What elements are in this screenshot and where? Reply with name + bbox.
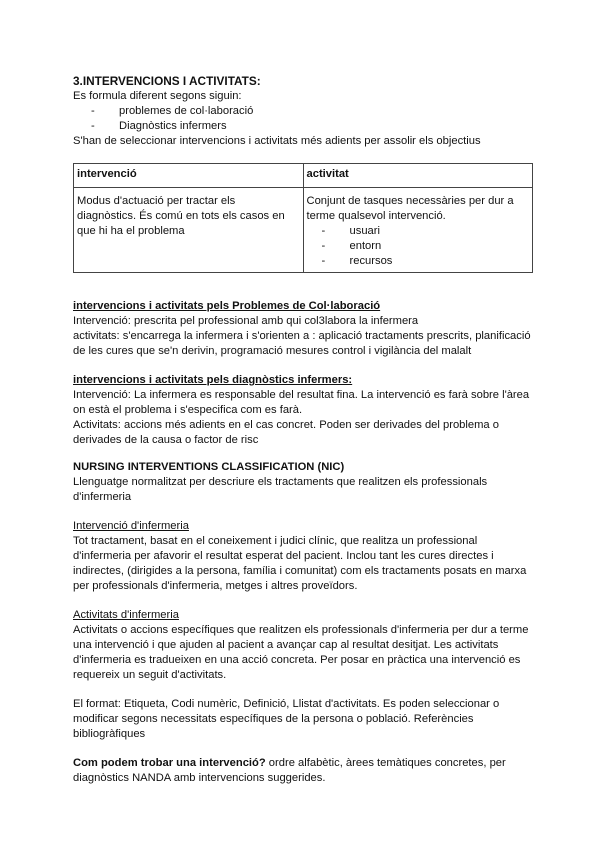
list-item: - problemes de col·laboració [91,105,254,117]
col-header-intervencio: intervenció [74,164,304,188]
document-page [73,74,533,786]
col-header-activitat: activitat [303,164,533,188]
final-question: Com podem trobar una intervenció? [73,757,266,769]
section-nic: NURSING INTERVENTIONS CLASSIFICATION (NIC) Llenguatge normalitzat per descriure els tractaments que realitzen els professionals d'infermeria [73,460,533,505]
section-problemes-collaboracio: intervencions i activitats pels Problemes de Col·laboració Intervenció: prescrita pel professional amb qui col3labora la infermera activitats: s'encarrega la infermera i s'orienten a : aplicació tractaments prescrits, planificació de les cures que se'n derivin, programació mesures control i vigilància del malalt [73,299,533,359]
section-diagnostics-infermers: intervencions i activitats pels diagnòstics infermers: Intervenció: La infermera es responsable del resultat fina. La intervenció es farà sobre l'àrea on està el problema i s'especifica com es farà. Activitats: accions més adients en el cas concret. Poden ser derivades del problema o derivades de la causa o factor de risc [73,373,533,448]
section-intervencio-infermeria: Intervenció d'infermeria Tot tractament, basat en el coneixement i judici clínic, que realitza un professional d'infermeria per afavorir el resultat esperat del pacient. Inclou tant les cures directes i indirectes, (dirigides a la persona, família i comunitat) com els tractaments posats en marxa per professionals d'infermeria, metges i altres proveïdors. [73,519,533,594]
format-paragraph: El format: Etiqueta, Codi numèric, Definició, Llistat d'activitats. Es poden seleccionar o modificar segons necessitats específiques de la persona o població. Referències bibliogràfiques [73,698,500,740]
comparison-table [73,163,533,273]
section-title: Intervenció d'infermeria [73,520,189,532]
list-item: - Diagnòstics infermers [91,120,227,132]
table-header-row [74,164,533,188]
section-title: intervencions i activitats pels diagnòstics infermers: [73,374,353,386]
cell-activitat-definition: Conjunt de tasques necessàries per dur a terme qualsevol intervenció. - usuari - entorn - recursos [303,188,533,273]
activitat-list [307,224,530,269]
table-row [74,188,533,273]
list-item: - recursos [321,255,393,267]
intro-text: Es formula diferent segons siguin: [73,90,242,102]
section-title: NURSING INTERVENTIONS CLASSIFICATION (NIC) [73,461,345,473]
final-paragraph: Com podem trobar una intervenció? ordre alfabètic, àrees temàtiques concretes, per diagnòstics NANDA amb intervencions suggerides. [73,757,506,784]
list-item: - entorn [321,240,382,252]
cell-intervencio-definition: Modus d'actuació per tractar els diagnòstics. És comú en tots els casos en que hi ha el problema [74,188,304,273]
intro-after-text: S'han de seleccionar intervencions i activitats més adients per assolir els objectius [73,135,481,147]
section-title: intervencions i activitats pels Problemes de Col·laboració [73,300,381,312]
page-heading: 3.INTERVENCIONS I ACTIVITATS: [73,74,261,88]
section-activitats-infermeria: Activitats d'infermeria Activitats o accions específiques que realitzen els professionals d'infermeria per dur a terme una intervenció i que ajuden al pacient a avançar cap al resultat desitjat. Les activitats d'infermeria es tradueixen en una acció concreta. Per posar en pràctica una intervenció es requereix un seguit d'activitats. [73,608,533,683]
intro-list [73,104,533,134]
section-title: Activitats d'infermeria [73,609,179,621]
list-item: - usuari [321,225,380,237]
